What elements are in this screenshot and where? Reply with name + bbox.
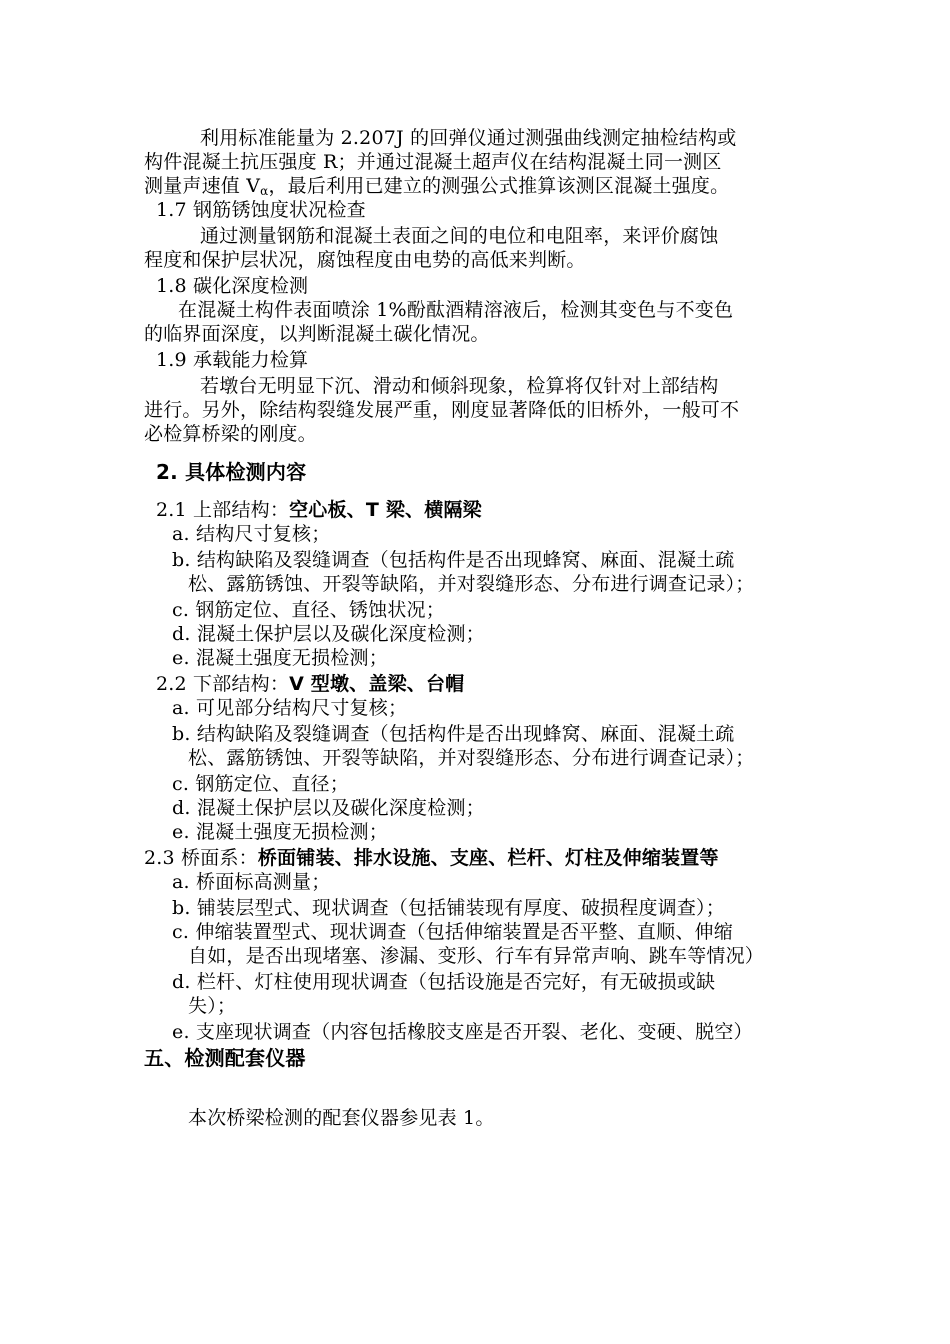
alpha-subscript: α: [260, 184, 269, 198]
item-2-2-c: c. 钢筋定位、直径；: [172, 773, 349, 795]
item-2-1-b-line-1: b. 结构缺陷及裂缝调查（包括构件是否出现蜂窝、麻面、混凝土疏: [172, 549, 735, 571]
section-1-7-line-1: 通过测量钢筋和混凝土表面之间的电位和电阻率，来评价腐蚀: [200, 225, 719, 247]
section-2-1-title: [156, 498, 482, 522]
intro-line-2: 构件混凝土抗压强度 R；并通过混凝土超声仪在结构混凝土同一测区: [144, 151, 722, 173]
section-2-3-items: 桥面铺装、排水设施、支座、栏杆、灯柱及伸缩装置等: [257, 847, 719, 869]
item-2-3-e: e. 支座现状调查（内容包括橡胶支座是否开裂、老化、变硬、脱空）: [172, 1021, 753, 1043]
item-2-2-d: d. 混凝土保护层以及碳化深度检测；: [172, 797, 485, 819]
section-2-1-label: 2.1 上部结构：: [156, 499, 290, 521]
item-2-3-d-line-2: 失）；: [188, 995, 237, 1017]
item-2-1-e: e. 混凝土强度无损检测；: [172, 647, 388, 669]
item-2-1-d: d. 混凝土保护层以及碳化深度检测；: [172, 623, 485, 645]
intro-line-3-end: ，最后利用已建立的测强公式推算该测区混凝土强度。: [268, 175, 730, 197]
item-2-2-a: a. 可见部分结构尺寸复核；: [172, 697, 408, 719]
section-1-7-line-2: 程度和保护层状况，腐蚀程度由电势的高低来判断。: [144, 249, 586, 271]
item-2-2-e: e. 混凝土强度无损检测；: [172, 821, 388, 843]
section-2-1-items: 空心板、T 梁、横隔梁: [289, 499, 482, 521]
item-2-1-c: c. 钢筋定位、直径、锈蚀状况；: [172, 599, 445, 621]
section-2-3-label: 2.3 桥面系：: [144, 847, 258, 869]
section-1-7-title: 1.7 钢筋锈蚀度状况检查: [156, 199, 366, 221]
section-1-9-line-3: 必检算桥梁的刚度。: [144, 423, 317, 445]
closing-paragraph: 本次桥梁检测的配套仪器参见表 1。: [188, 1107, 495, 1129]
item-2-2-b-line-2: 松、露筋锈蚀、开裂等缺陷，并对裂缝形态、分布进行调查记录）；: [188, 747, 755, 769]
intro-line-3-start: 测量声速值 V: [144, 175, 261, 197]
item-2-2-b-line-1: b. 结构缺陷及裂缝调查（包括构件是否出现蜂窝、麻面、混凝土疏: [172, 723, 735, 745]
heading-2: 2. 具体检测内容: [156, 460, 307, 484]
section-1-9-title: 1.9 承载能力检算: [156, 349, 309, 371]
section-1-9-line-1: 若墩台无明显下沉、滑动和倾斜现象，检算将仅针对上部结构: [200, 375, 719, 397]
section-1-8-title: 1.8 碳化深度检测: [156, 275, 309, 297]
item-2-3-c-line-1: c. 伸缩装置型式、现状调查（包括伸缩装置是否平整、直顺、伸缩: [172, 921, 733, 943]
heading-5: 五、检测配套仪器: [144, 1046, 306, 1070]
section-2-2-items: V 型墩、盖梁、台帽: [289, 673, 465, 695]
section-2-2-label: 2.2 下部结构：: [156, 673, 290, 695]
section-1-8-line-2: 的临界面深度，以判断混凝土碳化情况。: [144, 323, 490, 345]
section-1-8-line-1: 在混凝土构件表面喷涂 1%酚酞酒精溶液后，检测其变色与不变色: [178, 299, 734, 321]
item-2-3-c-line-2: 自如，是否出现堵塞、渗漏、变形、行车有异常声响、跳车等情况）: [188, 945, 765, 967]
section-1-9-line-2: 进行。另外，除结构裂缝发展严重，刚度显著降低的旧桥外，一般可不: [144, 399, 740, 421]
item-2-3-a: a. 桥面标高测量；: [172, 871, 331, 893]
section-2-3-title: [144, 846, 719, 870]
intro-line-1: 利用标准能量为 2.207J 的回弹仪通过测强曲线测定抽检结构或: [200, 127, 737, 149]
item-2-3-d-line-1: d. 栏杆、灯柱使用现状调查（包括设施是否完好，有无破损或缺: [172, 971, 716, 993]
item-2-3-b: b. 铺装层型式、现状调查（包括铺装现有厚度、破损程度调查）；: [172, 897, 725, 919]
item-2-1-a: a. 结构尺寸复核；: [172, 523, 331, 545]
section-2-2-title: [156, 672, 464, 696]
item-2-1-b-line-2: 松、露筋锈蚀、开裂等缺陷，并对裂缝形态、分布进行调查记录）；: [188, 573, 755, 595]
